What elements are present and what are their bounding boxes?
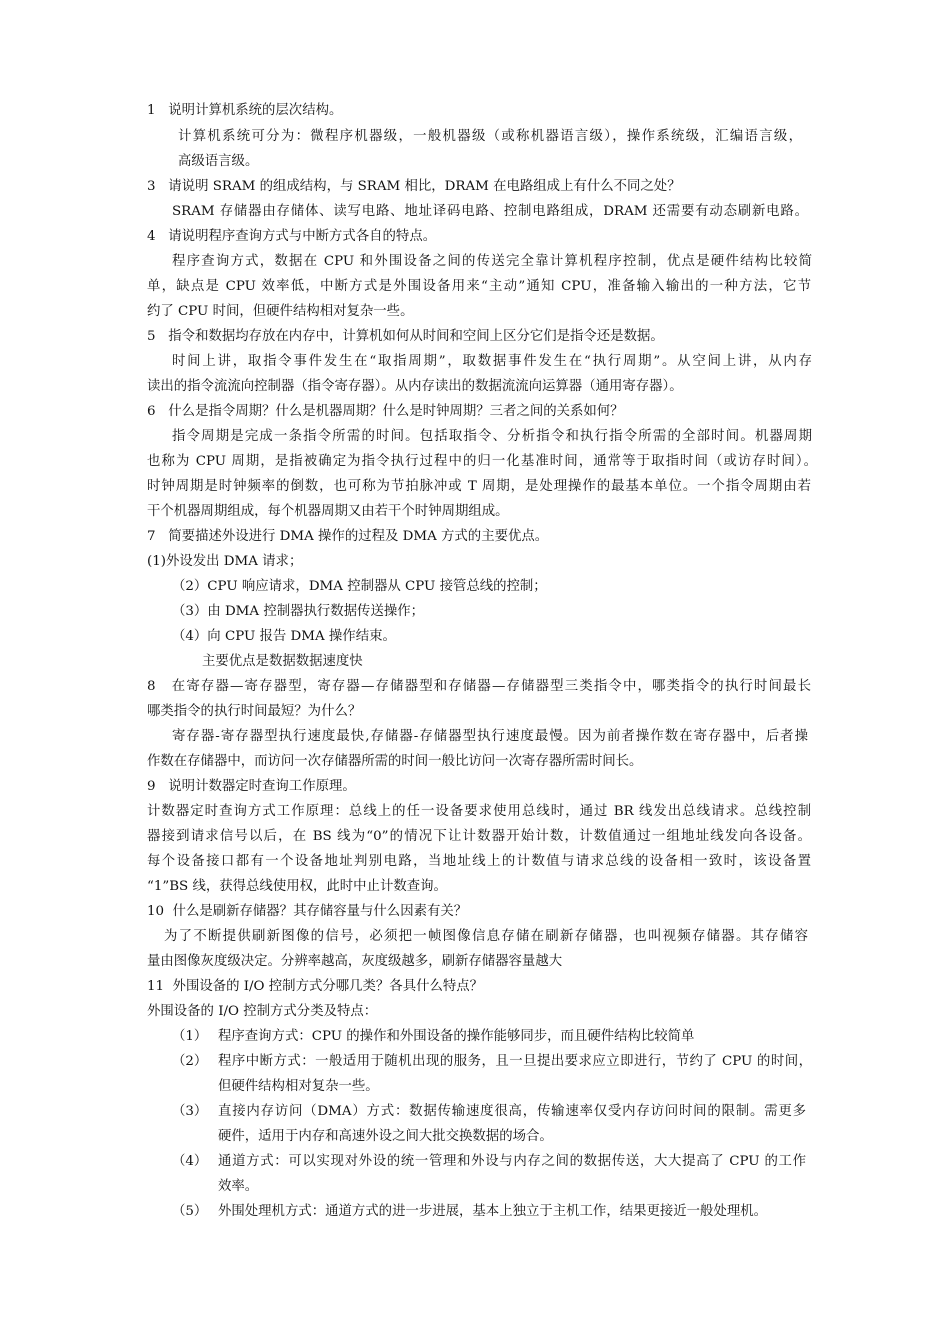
question-9: 9 说明计数器定时查询工作原理。 <box>147 779 356 794</box>
list-text-continued: 但硬件结构相对复杂一些。 <box>218 1079 379 1094</box>
answer-7-step-2: （2）CPU 响应请求，DMA 控制器从 CPU 接管总线的控制； <box>172 579 547 594</box>
question-7: 7 简要描述外设进行 DMA 操作的过程及 DMA 方式的主要优点。 <box>147 529 549 544</box>
list-number: （5） <box>172 1204 208 1219</box>
answer-1-line-1: 计算机系统可分为：微程序机器级，一般机器级（或称机器语言级），操作系统级，汇编语言级， <box>178 129 802 144</box>
answer-5-line-1: 时间上讲，取指令事件发生在“取指周期”，取数据事件发生在“执行周期”。从空间上讲，从内存 <box>172 354 812 369</box>
answer-4-line-1: 程序查询方式，数据在 CPU 和外围设备之间的传送完全靠计算机程序控制，优点是硬件结构比较简 <box>172 254 812 269</box>
answer-4-line-2: 单，缺点是 CPU 效率低，中断方式是外围设备用来“主动”通知 CPU，准备输入输出的一种方法，它节 <box>147 279 811 294</box>
answer-6-line-1: 指令周期是完成一条指令所需的时间。包括取指令、分析指令和执行指令所需的全部时间。机器周期 <box>172 429 812 444</box>
answer-7-step-3: （3）由 DMA 控制器执行数据传送操作； <box>172 604 425 619</box>
answer-6-line-3: 时钟周期是时钟频率的倒数，也可称为节拍脉冲或 T 周期，是处理操作的最基本单位。一个指令周期由若 <box>147 479 811 494</box>
answer-7-step-4: （4）向 CPU 报告 DMA 操作结束。 <box>172 629 396 644</box>
answer-6-line-4: 干个机器周期组成，每个机器周期又由若干个时钟周期组成。 <box>147 504 509 519</box>
answer-8-line-1: 寄存器-寄存器型执行速度最快,存储器-存储器型执行速度最慢。因为前者操作数在寄存器中，后者操 <box>172 729 808 744</box>
answer-3-line-1: SRAM 存储器由存储体、读写电路、地址译码电路、控制电路组成，DRAM 还需要有动态刷新电路。 <box>172 204 808 219</box>
list-text: 外围处理机方式：通道方式的进一步进展，基本上独立于主机工作，结果更接近一般处理机。 <box>218 1204 768 1219</box>
question-8-line-2: 哪类指令的执行时间最短？为什么？ <box>147 704 362 719</box>
list-text: 直接内存访问（DMA）方式：数据传输速度很高，传输速率仅受内存访问时间的限制。需更多 <box>218 1104 806 1119</box>
list-text: 通道方式：可以实现对外设的统一管理和外设与内存之间的数据传送，大大提高了 CPU 的工作 <box>218 1154 806 1169</box>
list-text: 程序查询方式：CPU 的操作和外围设备的操作能够同步，而且硬件结构比较简单 <box>218 1029 695 1044</box>
question-1: 1 说明计算机系统的层次结构。 <box>147 103 343 118</box>
question-6: 6 什么是指令周期？什么是机器周期？什么是时钟周期？三者之间的关系如何？ <box>147 404 624 419</box>
answer-11-intro: 外围设备的 I/O 控制方式分类及特点： <box>147 1004 378 1019</box>
list-text: 程序中断方式：一般适用于随机出现的服务，且一旦提出要求应立即进行，节约了 CPU 的时间， <box>218 1054 812 1069</box>
question-5: 5 指令和数据均存放在内存中，计算机如何从时间和空间上区分它们是指令还是数据。 <box>147 329 664 344</box>
list-number: （1） <box>172 1029 208 1044</box>
answer-9-line-3: 每个设备接口都有一个设备地址判别电路，当地址线上的计数值与请求总线的设备相一致时，该设备置 <box>147 854 811 869</box>
answer-9-line-2: 器接到请求信号以后，在 BS 线为“0”的情况下让计数器开始计数，计数值通过一组地址线发向各设备。 <box>147 829 811 844</box>
question-3: 3 请说明 SRAM 的组成结构，与 SRAM 相比，DRAM 在电路组成上有什么不同之处？ <box>147 179 681 194</box>
answer-4-line-3: 约了 CPU 时间，但硬件结构相对复杂一些。 <box>147 304 414 319</box>
question-4: 4 请说明程序查询方式与中断方式各自的特点。 <box>147 229 437 244</box>
answer-10-line-2: 量由图像灰度级决定。分辨率越高，灰度级越多，刷新存储器容量越大 <box>147 954 563 969</box>
answer-7-step-1: (1)外设发出 DMA 请求； <box>147 554 303 569</box>
list-text-continued: 效率。 <box>218 1179 259 1194</box>
answer-9-line-1: 计数器定时查询方式工作原理：总线上的任一设备要求使用总线时，通过 BR 线发出总线请求。总线控制 <box>147 804 811 819</box>
answer-7-advantage: 主要优点是数据数据速度快 <box>202 654 363 669</box>
question-10: 10 什么是刷新存储器？其存储容量与什么因素有关？ <box>147 904 468 919</box>
question-8-line-1: 8 在寄存器—寄存器型，寄存器—存储器型和存储器—存储器型三类指令中，哪类指令的执行时间最长 <box>147 679 811 694</box>
question-11: 11 外围设备的 I/O 控制方式分哪几类？各具什么特点？ <box>147 979 484 994</box>
list-number: （4） <box>172 1154 208 1169</box>
list-number: （3） <box>172 1104 208 1119</box>
answer-10-line-1: 为了不断提供刷新图像的信号，必须把一帧图像信息存储在刷新存储器，也叫视频存储器。其存储容 <box>164 929 808 944</box>
answer-8-line-2: 作数在存储器中，而访问一次存储器所需的时间一般比访问一次寄存器所需时间长。 <box>147 754 643 769</box>
list-number: （2） <box>172 1054 208 1069</box>
answer-9-line-4: “1”BS 线，获得总线使用权，此时中止计数查询。 <box>147 879 447 894</box>
answer-5-line-2: 读出的指令流流向控制器（指令寄存器）。从内存读出的数据流流向运算器（通用寄存器）。 <box>147 379 683 394</box>
list-text-continued: 硬件，适用于内存和高速外设之间大批交换数据的场合。 <box>218 1129 553 1144</box>
answer-1-line-2: 高级语言级。 <box>178 154 259 169</box>
answer-6-line-2: 也称为 CPU 周期，是指被确定为指令执行过程中的归一化基准时间，通常等于取指时间（或访存时间）。 <box>147 454 817 469</box>
